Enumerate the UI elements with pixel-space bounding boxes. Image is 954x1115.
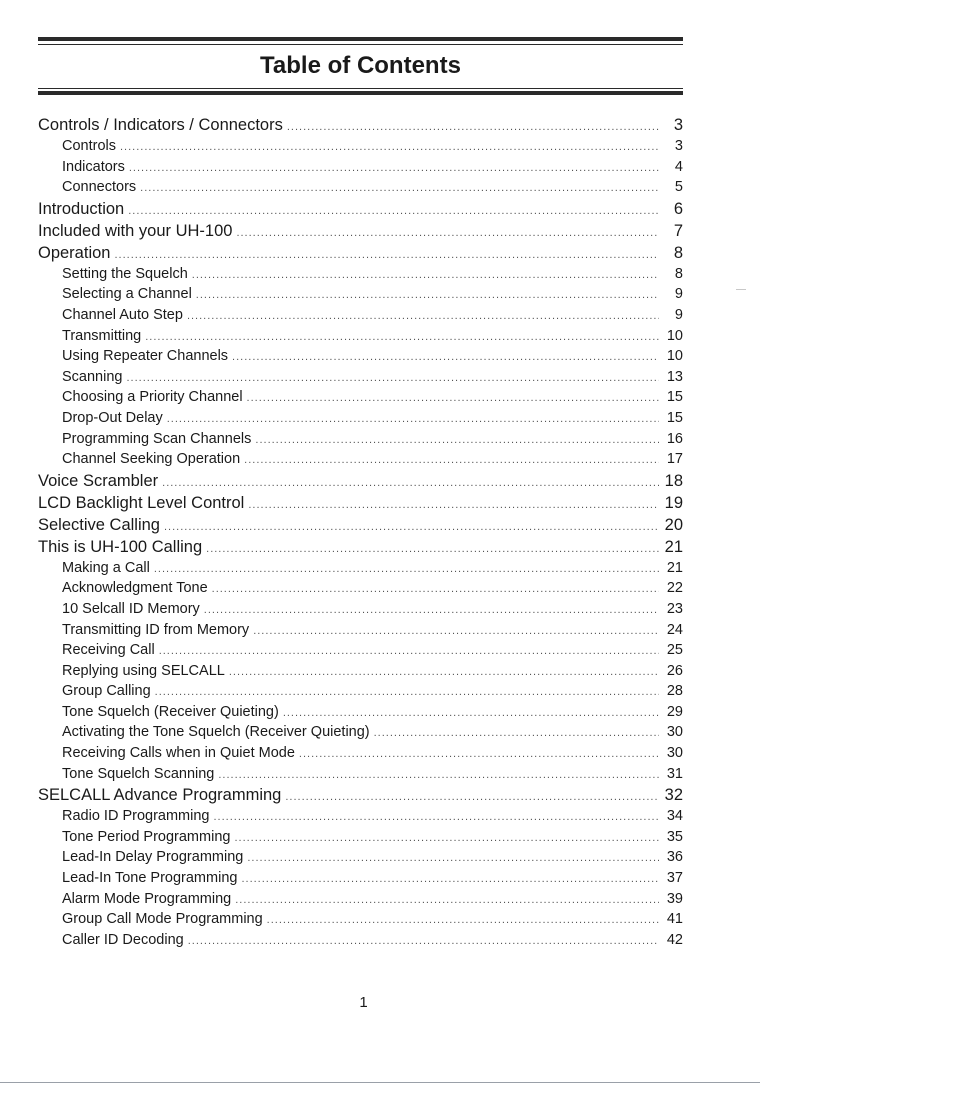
toc-leader-dots <box>218 765 659 786</box>
toc-section <box>38 114 683 136</box>
toc-entry-label: Voice Scrambler <box>38 471 159 490</box>
toc-entry-label: Selective Calling <box>38 515 160 534</box>
toc-leader-dots <box>129 158 659 179</box>
toc-leader-dots <box>192 265 659 286</box>
toc-subsection <box>38 387 683 408</box>
toc-entry-page: 41 <box>666 911 683 928</box>
toc-entry-page: 18 <box>664 471 683 490</box>
toc-leader-dots <box>374 723 659 744</box>
toc-leader-dots <box>155 682 659 703</box>
toc-entry-label: Connectors <box>62 179 137 196</box>
toc-entry-page: 21 <box>664 537 683 556</box>
toc-subsection <box>38 661 683 682</box>
toc-leader-dots <box>126 368 659 389</box>
toc-leader-dots <box>267 910 659 931</box>
toc-leader-dots <box>120 137 659 158</box>
toc-entry-page: 35 <box>666 828 683 845</box>
toc-leader-dots <box>140 178 659 199</box>
toc-subsection <box>38 449 683 470</box>
toc-subsection <box>38 305 683 326</box>
toc-leader-dots <box>196 285 659 306</box>
toc-subsection <box>38 930 683 951</box>
toc-subsection <box>38 889 683 910</box>
toc-entry-label: Lead-In Delay Programming <box>62 849 244 866</box>
toc-leader-dots <box>232 347 659 368</box>
toc-section <box>38 220 683 242</box>
toc-entry-label: Controls <box>62 138 116 154</box>
toc-entry-page: 22 <box>666 580 683 597</box>
toc-entry-page: 13 <box>666 368 683 385</box>
header-rule-thin <box>38 44 683 45</box>
toc-section <box>38 492 683 514</box>
toc-subsection <box>38 326 683 347</box>
toc-entry-label: Transmitting <box>62 327 142 344</box>
toc-entry-page: 5 <box>674 179 683 196</box>
toc-entry-page: 8 <box>674 265 683 282</box>
toc-entry-page: 31 <box>666 765 683 782</box>
toc-entry-label: Included with your UH-100 <box>38 221 233 240</box>
toc-subsection <box>38 346 683 367</box>
toc-leader-dots <box>235 890 659 911</box>
toc-leader-dots <box>285 786 658 808</box>
toc-subsection <box>38 640 683 661</box>
toc-leader-dots <box>244 450 659 471</box>
toc-entry-label: SELCALL Advance Programming <box>38 786 282 805</box>
toc-entry-page: 19 <box>664 493 683 512</box>
toc-leader-dots <box>159 641 659 662</box>
toc-entry-label: Alarm Mode Programming <box>62 890 232 907</box>
toc-entry-page: 39 <box>666 890 683 907</box>
toc-leader-dots <box>145 327 659 348</box>
toc-subsection <box>38 558 683 579</box>
toc-section <box>38 514 683 536</box>
toc-entry-label: Receiving Call <box>62 642 155 659</box>
toc-entry-label: Drop-Out Delay <box>62 409 163 426</box>
page-title: Table of Contents <box>260 52 461 79</box>
toc-entry-page: 10 <box>666 348 683 365</box>
toc-leader-dots <box>114 244 659 266</box>
title-rule-thick <box>38 91 683 95</box>
toc-subsection <box>38 806 683 827</box>
toc-entry-page: 20 <box>664 515 683 534</box>
toc-entry-label: LCD Backlight Level Control <box>38 493 245 512</box>
toc-entry-label: Activating the Tone Squelch (Receiver Quieting) <box>62 724 370 741</box>
toc-entry-label: This is UH-100 Calling <box>38 537 203 556</box>
toc-subsection <box>38 764 683 785</box>
toc-entry-label: Using Repeater Channels <box>62 348 229 365</box>
toc-entry-page: 30 <box>666 724 683 741</box>
toc-entry-label: Tone Period Programming <box>62 828 231 845</box>
toc-entry-page: 4 <box>674 158 683 175</box>
toc-entry-page: 28 <box>666 683 683 700</box>
toc-leader-dots <box>212 579 659 600</box>
toc-leader-dots <box>213 807 659 828</box>
toc-entry-label: Setting the Squelch <box>62 265 188 282</box>
toc-leader-dots <box>164 516 659 538</box>
toc-entry-label: Channel Auto Step <box>62 306 183 323</box>
toc-entry-page: 9 <box>674 286 683 303</box>
toc-entry-label: Tone Squelch Scanning <box>62 765 215 782</box>
toc-entry-page: 26 <box>666 662 683 679</box>
toc-entry-page: 36 <box>666 849 683 866</box>
toc-entry-page: 23 <box>666 600 683 617</box>
toc-subsection <box>38 177 683 198</box>
toc-leader-dots <box>188 931 659 952</box>
toc-section <box>38 784 683 806</box>
toc-entry-page: 6 <box>673 199 683 218</box>
toc-subsection <box>38 868 683 889</box>
scan-edge-line <box>0 1082 760 1083</box>
toc-entry-label: Choosing a Priority Channel <box>62 389 243 406</box>
toc-entry-label: Transmitting ID from Memory <box>62 621 250 638</box>
toc-leader-dots <box>248 494 658 516</box>
scan-speck <box>736 289 746 290</box>
toc-leader-dots <box>283 703 659 724</box>
toc-subsection <box>38 367 683 388</box>
toc-entry-label: Scanning <box>62 368 123 385</box>
toc-entry-label: Caller ID Decoding <box>62 931 184 948</box>
toc-entry-label: Selecting a Channel <box>62 286 192 303</box>
toc-entry-label: Radio ID Programming <box>62 808 210 825</box>
toc-entry-page: 3 <box>673 116 683 134</box>
toc-entry-label: Programming Scan Channels <box>62 430 252 447</box>
toc-section <box>38 470 683 492</box>
toc-entry-label: Receiving Calls when in Quiet Mode <box>62 745 295 762</box>
toc-entry-page: 3 <box>674 138 683 154</box>
toc-entry-page: 30 <box>666 745 683 762</box>
toc-entry-page: 21 <box>666 559 683 576</box>
toc-leader-dots <box>162 472 659 494</box>
toc-subsection <box>38 681 683 702</box>
toc-subsection <box>38 620 683 641</box>
toc-subsection <box>38 264 683 285</box>
toc-entry-label: Making a Call <box>62 559 150 576</box>
toc-subsection <box>38 722 683 743</box>
toc-entry-label: Tone Squelch (Receiver Quieting) <box>62 703 279 720</box>
toc-entry-label: 10 Selcall ID Memory <box>62 600 200 617</box>
toc-leader-dots <box>187 306 659 327</box>
toc-entry-label: Operation <box>38 243 111 262</box>
toc-leader-dots <box>204 600 659 621</box>
toc-subsection <box>38 284 683 305</box>
toc-entry-page: 42 <box>666 931 683 948</box>
toc-leader-dots <box>229 662 659 683</box>
toc-leader-dots <box>234 828 659 849</box>
toc-leader-dots <box>236 222 659 244</box>
toc-leader-dots <box>255 430 659 451</box>
toc-leader-dots <box>154 559 659 580</box>
toc-entry-page: 8 <box>673 243 683 262</box>
toc-leader-dots <box>287 116 659 138</box>
toc-leader-dots <box>247 388 659 409</box>
toc-entry-page: 37 <box>666 870 683 887</box>
toc-subsection <box>38 743 683 764</box>
toc-entry-label: Group Call Mode Programming <box>62 911 263 928</box>
toc-entry-label: Controls / Indicators / Connectors <box>38 116 283 134</box>
toc-entry-page: 15 <box>666 409 683 426</box>
toc-subsection <box>38 408 683 429</box>
toc-entry-label: Channel Seeking Operation <box>62 451 241 468</box>
page-number: 1 <box>359 994 368 1011</box>
toc-entry-page: 17 <box>666 451 683 468</box>
toc-leader-dots <box>128 200 659 222</box>
toc-entry-page: 9 <box>674 306 683 323</box>
toc-leader-dots <box>241 869 659 890</box>
toc-entry-page: 24 <box>666 621 683 638</box>
toc-subsection <box>38 702 683 723</box>
toc-entry-label: Acknowledgment Tone <box>62 580 208 597</box>
toc-entry-label: Group Calling <box>62 683 151 700</box>
toc-entry-page: 15 <box>666 389 683 406</box>
toc-subsection <box>38 847 683 868</box>
toc-leader-dots <box>253 621 659 642</box>
toc-subsection <box>38 599 683 620</box>
toc-section <box>38 198 683 220</box>
toc-leader-dots <box>167 409 659 430</box>
toc-leader-dots <box>206 538 659 560</box>
toc-section <box>38 536 683 558</box>
toc-entry-page: 32 <box>664 786 683 805</box>
toc-entry-page: 10 <box>666 327 683 344</box>
toc-section <box>38 242 683 264</box>
toc-leader-dots <box>247 848 659 869</box>
toc-subsection <box>38 429 683 450</box>
toc-subsection <box>38 909 683 930</box>
toc-entry-page: 25 <box>666 642 683 659</box>
toc-entry-label: Lead-In Tone Programming <box>62 870 238 887</box>
toc-subsection <box>38 578 683 599</box>
toc-entry-label: Indicators <box>62 158 125 175</box>
header-rule-thick <box>38 37 683 41</box>
title-rule-thin <box>38 88 683 89</box>
toc-subsection <box>38 136 683 157</box>
toc-subsection <box>38 827 683 848</box>
toc-subsection <box>38 157 683 178</box>
toc-entry-label: Replying using SELCALL <box>62 662 225 679</box>
toc-leader-dots <box>299 744 659 765</box>
toc-entry-page: 29 <box>666 703 683 720</box>
toc-entry-page: 7 <box>673 221 683 240</box>
toc-entry-label: Introduction <box>38 199 125 218</box>
table-of-contents <box>38 114 683 950</box>
toc-entry-page: 16 <box>666 430 683 447</box>
toc-entry-page: 34 <box>666 808 683 825</box>
